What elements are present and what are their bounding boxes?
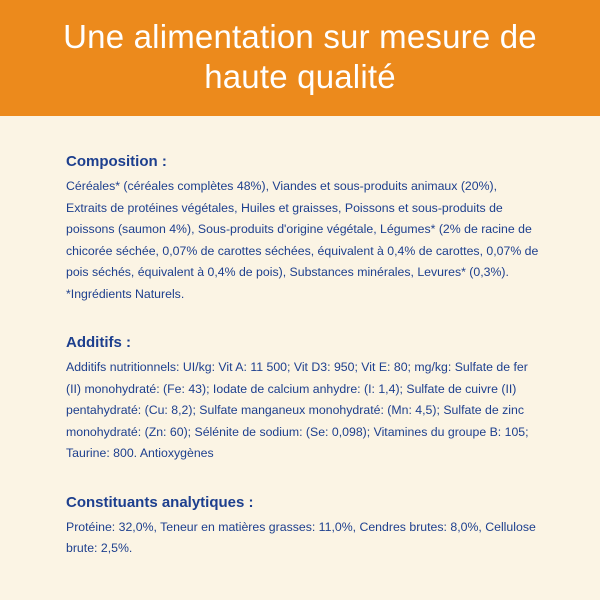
constituants-heading: Constituants analytiques : [66,493,254,511]
additifs-section [66,333,540,465]
constituants-section [66,493,540,560]
header-banner [0,0,600,116]
page-title [63,17,537,97]
composition-section [66,152,540,305]
composition-heading: Composition : [66,153,167,170]
additifs-heading: Additifs : [66,334,131,351]
constituants-text: Protéine: 32,0%, Teneur en matières grasses: 11,0%, Cendres brutes: 8,0%, Cellulose brute: 2,5%. [66,519,536,555]
title-line-1: Une alimentation sur mesure de [63,18,537,55]
composition-text: Céréales* (céréales complètes 48%), Viandes et sous-produits animaux (20%), Extraits de protéines végétales, Huiles et graisses, Poissons et sous-produits de poissons (saumon 4%), Sous-produits d'origine végétale, Légumes* (2% de racine de chicorée séchée, 0,07% de carottes séchées, équivalent à 0,4% de carottes, 0,07% de pois séchés, équivalent à 0,4% de pois), Substances minérales, Levures* (0,3%). [66,179,539,279]
title-line-2: haute qualité [204,58,396,95]
additifs-text: Additifs nutritionnels: UI/kg: Vit A: 11 500; Vit D3: 950; Vit E: 80; mg/kg: Sulfate de fer (II) monohydraté: (Fe: 43); Iodate de calcium anhydre: (I: 1,4); Sulfate de cuivre (II) pentahydraté: (Cu: 8,2); Sulfate manganeux monohydraté: (Mn: 4,5); Sulfate de zinc monohydraté: (Zn: 60); Sélénite de sodium: (Se: 0,098); Vitamines du groupe B: 105; Taurine: 800. Antioxygènes [66,360,529,460]
composition-note: *Ingrédients Naturels. [66,286,185,301]
content-area [0,116,600,588]
